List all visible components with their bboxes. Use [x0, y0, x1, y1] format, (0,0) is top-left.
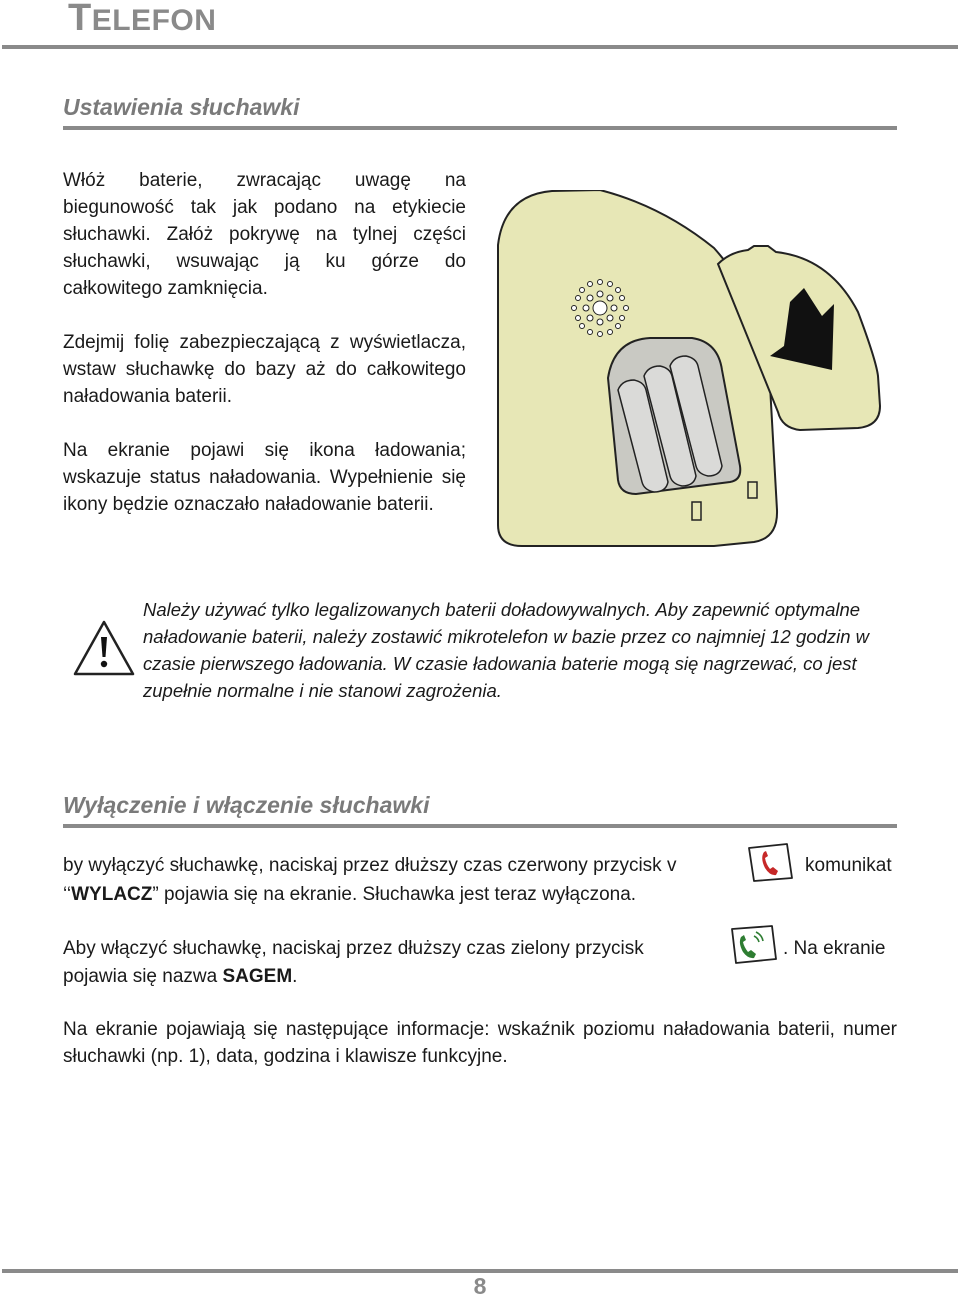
paragraph-charge-icon: Na ekranie pojawi się ikona ładowania; wskazuje status naładowania. Wypełnienie się ikony będzie oznaczało naładowanie baterii.: [63, 440, 466, 515]
green-call-key-icon: [728, 925, 780, 965]
warning-note: Należy używać tylko legalizowanych baterii doładowywalnych. Aby zapewnić optymalne naładowanie baterii, należy zostawić mikrotelefon w bazie przez co najmniej 12 godzin w czasie pierwszego ładowania. W czasie ładowania baterie mogą się nagrzewać, co jest zupełnie normalne i nie stanowi zagrożenia.: [143, 599, 869, 701]
warning-triangle-icon: [72, 619, 136, 677]
sagem-name: SAGEM: [222, 966, 293, 987]
section-title-settings: Ustawienia słuchawki: [63, 94, 300, 120]
chapter-title: TELEFON: [68, 0, 217, 39]
section-rule: [63, 824, 897, 828]
power-on-text-line2: pojawia się nazwa SAGEM.: [63, 966, 298, 987]
section-title-power: Wyłączenie i włączenie słuchawki: [63, 792, 430, 818]
power-on-text: Aby włączyć słuchawkę, naciskaj przez dłuższy czas zielony przycisk: [63, 938, 644, 959]
power-on-text-end: . Na ekranie: [783, 938, 886, 959]
red-hangup-key-icon: [745, 842, 795, 882]
power-off-text-end: komunikat: [805, 855, 892, 876]
paragraph-charging: Zdejmij folię zabezpieczającą z wyświetlacza, wstaw słuchawkę do bazy aż do całkowitego naładowania baterii.: [63, 332, 466, 407]
handset-battery-illustration: [492, 190, 896, 555]
paragraph-screen-info: Na ekranie pojawiają się następujące informacje: wskaźnik poziomu naładowania baterii, numer słuchawki (np. 1), data, godzina i klawisze funkcyjne.: [63, 1019, 897, 1067]
page-number: 8: [473, 1273, 487, 1299]
power-off-text-line2: ‘‘WYLACZ” pojawia się na ekranie. Słuchawka jest teraz wyłączona.: [63, 884, 637, 905]
paragraph-batteries: Włóż baterie, zwracając uwagę na biegunowość tak jak podano na etykiecie słuchawki. Załóż pokrywę na tylnej części słuchawki, wsuwając ją ku górze do całkowitego zamknięcia.: [63, 170, 466, 299]
header-rule: [2, 45, 958, 49]
power-off-text: by wyłączyć słuchawkę, naciskaj przez dłuższy czas czerwony przycisk v: [63, 855, 677, 876]
section-rule: [63, 126, 897, 130]
off-message: WYLACZ: [71, 884, 153, 905]
